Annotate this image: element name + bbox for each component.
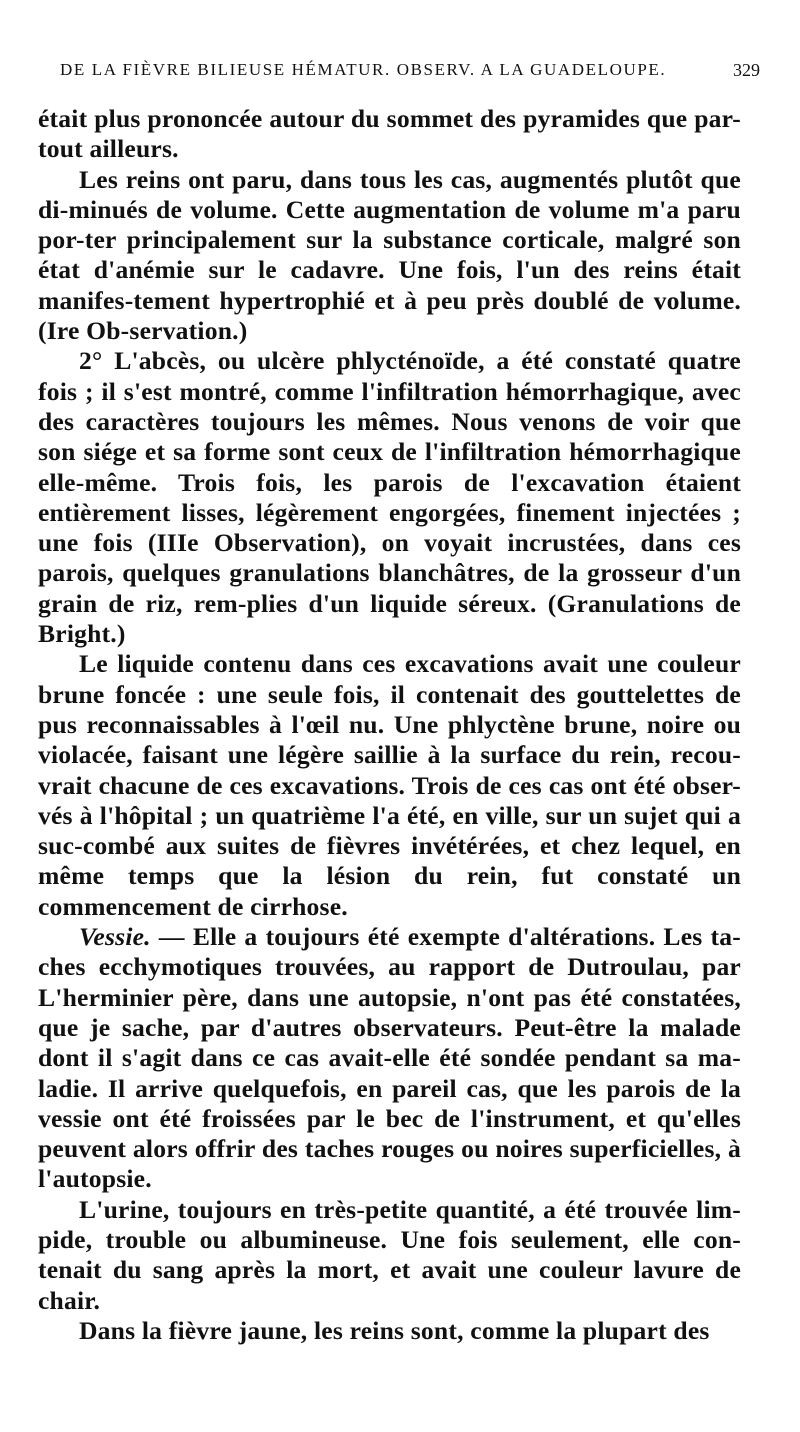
- paragraph-reins: Les reins ont paru, dans tous les cas, augmentés plutôt que di-minués de volume. Cette augmentation de volume m'a paru por-ter principalement sur la substance corticale, malgré son état d'anémie sur le cadavre. Une fois, l'un des reins était manifes-tement hypertrophié et à peu près doublé de volume. (Ire Ob-servation.): [38, 164, 741, 346]
- paragraph-vessie: [38, 922, 741, 1195]
- vessie-heading: Vessie.: [79, 922, 151, 952]
- paragraph-continuation: était plus prononcée autour du sommet des pyramides que par-tout ailleurs.: [38, 104, 741, 164]
- body-text: [38, 104, 741, 1346]
- running-head: DE LA FIÈVRE BILIEUSE HÉMATUR. OBSERV. A LA GUADELOUPE.: [60, 60, 667, 79]
- page-number: 329: [733, 60, 760, 80]
- paragraph-fievre-jaune: Dans la fièvre jaune, les reins sont, comme la plupart des: [79, 1315, 710, 1345]
- paragraph-liquide: Le liquide contenu dans ces excavations avait une couleur brune foncée : une seule fois, il contenait des gouttelettes de pus reconnaissables à l'œil nu. Une phlyctène brune, noire ou violacée, faisant une légère saillie à la surface du rein, recou-vrait chacune de ces excavations. Trois de ces cas ont été obser-vés à l'hôpital ; un quatrième l'a été, en ville, sur un sujet qui a suc-combé aux suites de fièvres invétérées, et chez lequel, en même temps que la lésion du rein, fut constaté un commencement de cirrhose.: [38, 649, 741, 921]
- paragraph-urine: L'urine, toujours en très-petite quantité, a été trouvée lim-pide, trouble ou albumineuse. Une fois seulement, elle con-tenait du sang après la mort, et avait une couleur lavure de chair.: [38, 1194, 741, 1315]
- page-header: [60, 60, 760, 90]
- vessie-text: — Elle a toujours été exempte d'altérations. Les ta-ches ecchymotiques trouvées, au rapport de Dutroulau, par L'herminier père, dans une autopsie, n'ont pas été constatées, que je sache, par d'autres observateurs. Peut-être la malade dont il s'agit dans ce cas avait-elle été sondée pendant sa ma-ladie. Il arrive quelquefois, en pareil cas, que les parois de la vessie ont été froissées par le bec de l'instrument, et qu'elles peuvent alors offrir des taches rouges ou noires superficielles, à l'autopsie.: [38, 922, 741, 1194]
- paragraph-abces: 2° L'abcès, ou ulcère phlycténoïde, a été constaté quatre fois ; il s'est montré, comme l'infiltration hémorrhagique, avec des caractères toujours les mêmes. Nous venons de voir que son siége et sa forme sont ceux de l'infiltration hémorrhagique elle-même. Trois fois, les parois de l'excavation étaient entièrement lisses, légèrement engorgées, finement injectées ; une fois (IIIe Observation), on voyait incrustées, dans ces parois, quelques granulations blanchâtres, de la grosseur d'un grain de riz, rem-plies d'un liquide séreux. (Granulations de Bright.): [38, 346, 741, 649]
